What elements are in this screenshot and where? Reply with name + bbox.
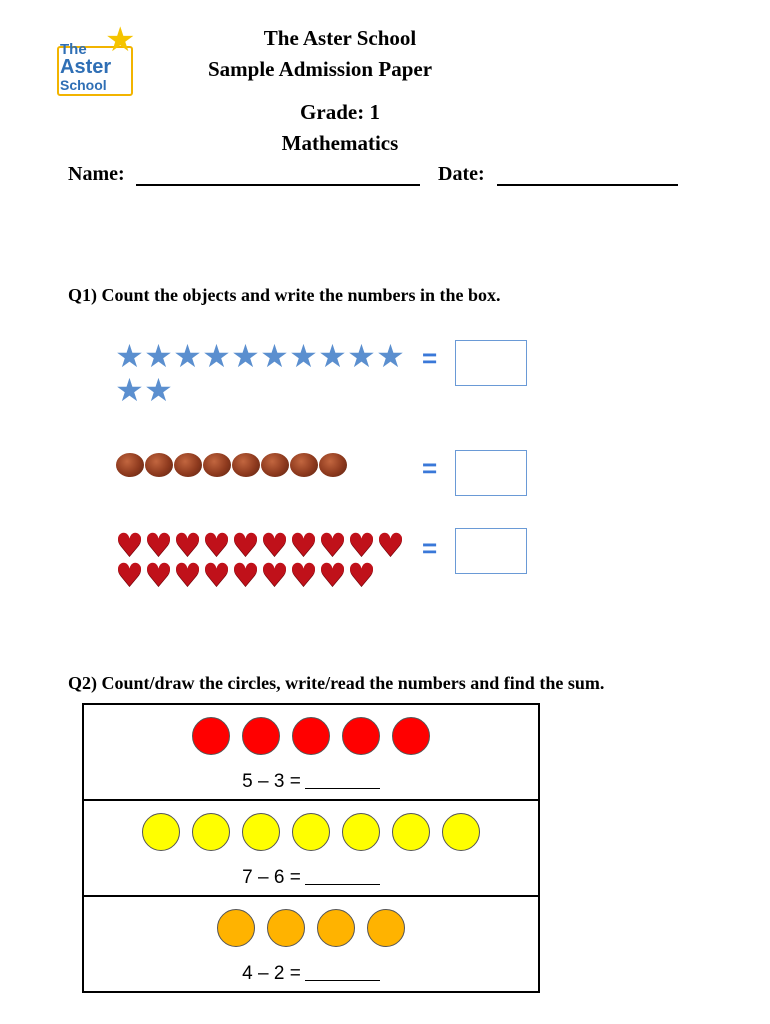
answer-blank[interactable]	[305, 884, 380, 885]
heart-icon: ♥	[289, 556, 318, 594]
answer-box-stars[interactable]	[455, 340, 527, 386]
table-row	[83, 800, 539, 896]
q2-cell-red	[83, 704, 539, 800]
answer-box-hearts[interactable]	[455, 528, 527, 574]
name-label: Name:	[68, 163, 125, 185]
coconuts-row	[115, 450, 347, 480]
grade-label: Grade: 1	[300, 100, 380, 124]
equals-sign: =	[422, 533, 438, 563]
answer-box-coconuts[interactable]	[455, 450, 527, 496]
heart-icon: ♥	[318, 556, 347, 594]
coconut-icon	[173, 450, 202, 480]
q2-table	[82, 703, 540, 993]
orange-circle	[217, 909, 255, 947]
equals-sign: =	[422, 343, 438, 373]
yellow-circle	[442, 813, 480, 851]
heart-icon: ♥	[115, 526, 144, 564]
q2-title: Q2) Count/draw the circles, write/read the numbers and find the sum.	[68, 673, 605, 693]
star-icon: ★	[347, 337, 376, 375]
logo-text-school: School	[60, 77, 107, 93]
answer-blank[interactable]	[305, 788, 380, 789]
school-title: The Aster School	[263, 26, 417, 50]
coconut-icon	[289, 450, 318, 480]
heart-icon: ♥	[173, 526, 202, 564]
orange-circle	[367, 909, 405, 947]
coconut-icon	[318, 450, 347, 480]
heart-icon: ♥	[202, 526, 231, 564]
equals-sign: =	[422, 453, 438, 483]
logo-text-the: The	[60, 41, 87, 58]
table-row	[83, 704, 539, 800]
red-circle	[292, 717, 330, 755]
star-icon: ★	[115, 371, 144, 409]
circle-group	[84, 813, 538, 853]
stars-row-2	[115, 371, 173, 409]
circle-group	[84, 909, 538, 949]
yellow-circle	[142, 813, 180, 851]
star-icon: ★	[260, 337, 289, 375]
yellow-circle	[342, 813, 380, 851]
heart-icon: ♥	[289, 526, 318, 564]
stars-row-1	[115, 337, 405, 375]
subtraction-expression: 7 – 6 =	[242, 867, 301, 888]
heart-icon: ♥	[260, 556, 289, 594]
answer-blank[interactable]	[305, 980, 380, 981]
red-circle	[342, 717, 380, 755]
heart-icon: ♥	[347, 526, 376, 564]
coconut-icon	[115, 450, 144, 480]
star-icon: ★	[173, 337, 202, 375]
heart-icon: ♥	[144, 556, 173, 594]
subject-label: Mathematics	[281, 131, 399, 155]
star-icon: ★	[105, 20, 136, 60]
heart-icon: ♥	[231, 556, 260, 594]
q2-cell-yellow	[83, 800, 539, 896]
circle-group	[84, 717, 538, 757]
red-circle	[192, 717, 230, 755]
heart-icon: ♥	[173, 556, 202, 594]
heart-icon: ♥	[231, 526, 260, 564]
subtraction-expression: 4 – 2 =	[242, 963, 301, 984]
yellow-circle	[242, 813, 280, 851]
school-logo	[55, 20, 140, 96]
star-icon: ★	[144, 371, 173, 409]
date-label: Date:	[438, 163, 485, 185]
coconut-icon	[231, 450, 260, 480]
paper-title: Sample Admission Paper	[207, 57, 433, 81]
star-icon: ★	[202, 337, 231, 375]
orange-circle	[267, 909, 305, 947]
q1-title: Q1) Count the objects and write the numbers in the box.	[68, 285, 501, 305]
heart-icon: ♥	[115, 556, 144, 594]
q2-cell-orange	[83, 896, 539, 992]
heart-icon: ♥	[202, 556, 231, 594]
star-icon: ★	[144, 337, 173, 375]
name-field[interactable]	[136, 184, 420, 186]
star-icon: ★	[289, 337, 318, 375]
star-icon: ★	[231, 337, 260, 375]
table-row	[83, 896, 539, 992]
star-icon: ★	[318, 337, 347, 375]
subtraction-expression: 5 – 3 =	[242, 771, 301, 792]
heart-icon: ♥	[318, 526, 347, 564]
hearts-row-2	[115, 556, 376, 594]
logo-text-aster: Aster	[60, 56, 112, 78]
orange-circle	[317, 909, 355, 947]
star-icon: ★	[376, 337, 405, 375]
yellow-circle	[292, 813, 330, 851]
coconut-icon	[202, 450, 231, 480]
red-circle	[242, 717, 280, 755]
star-icon: ★	[115, 337, 144, 375]
heart-icon: ♥	[144, 526, 173, 564]
heart-icon: ♥	[260, 526, 289, 564]
yellow-circle	[392, 813, 430, 851]
heart-icon: ♥	[347, 556, 376, 594]
yellow-circle	[192, 813, 230, 851]
coconut-icon	[260, 450, 289, 480]
heart-icon: ♥	[376, 526, 405, 564]
coconut-icon	[144, 450, 173, 480]
red-circle	[392, 717, 430, 755]
date-field[interactable]	[497, 184, 678, 186]
